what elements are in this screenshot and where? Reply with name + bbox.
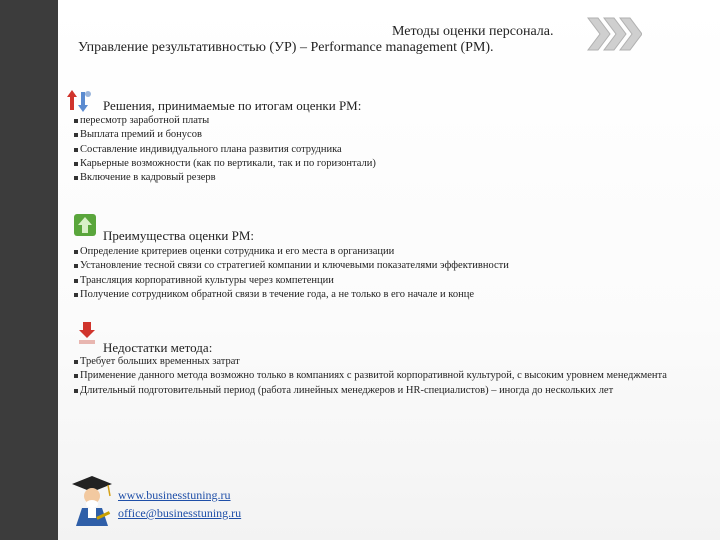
list-item: Определение критериев оценки сотрудника и его места в организации (74, 245, 509, 259)
list-item: Трансляция корпоративной культуры через компетенции (74, 274, 509, 288)
list-item: Длительный подготовительный период (работа линейных менеджеров и HR-специалистов) – иногда до нескольких лет (74, 384, 704, 398)
advantages-heading: Преимущества оценки РМ: (103, 228, 254, 243)
green-up-arrow-icon (72, 212, 98, 238)
list-item: Установление тесной связи со стратегией компании и ключевыми показателями эффективности (74, 259, 509, 273)
list-item: Получение сотрудником обратной связи в течение года, а не только в его начале и конце (74, 288, 509, 302)
professor-mascot-icon (66, 474, 116, 528)
list-item: Включение в кадровый резерв (74, 171, 376, 185)
list-item: Карьерные возможности (как по вертикали, так и по горизонтали) (74, 157, 376, 171)
email-link[interactable]: office@businesstuning.ru (118, 506, 242, 520)
up-down-arrows-icon (66, 88, 92, 114)
decisions-list (74, 114, 376, 185)
advantages-list (74, 245, 509, 302)
red-down-arrow-icon (74, 320, 100, 346)
list-item: Составление индивидуального плана развития сотрудника (74, 143, 376, 157)
left-sidebar (0, 0, 58, 540)
list-item: Требует больших временных затрат (74, 355, 704, 369)
slide-title: Методы оценки персонала. (392, 24, 554, 39)
list-item: Применение данного метода возможно только в компаниях с развитой корпоративной культурой, с высоким уровнем менеджмента (74, 369, 704, 383)
website-link[interactable]: www.businesstuning.ru (118, 488, 231, 502)
list-item: пересмотр заработной платы (74, 114, 376, 128)
slide-subtitle: Управление результативностью (УР) – Performance management (PM). (78, 40, 494, 55)
disadvantages-heading: Недостатки метода: (103, 340, 213, 355)
decisions-heading: Решения, принимаемые по итогам оценки РМ: (103, 98, 362, 113)
list-item: Выплата премий и бонусов (74, 128, 376, 142)
triple-chevron-icon (586, 14, 642, 54)
disadvantages-list (74, 355, 704, 398)
